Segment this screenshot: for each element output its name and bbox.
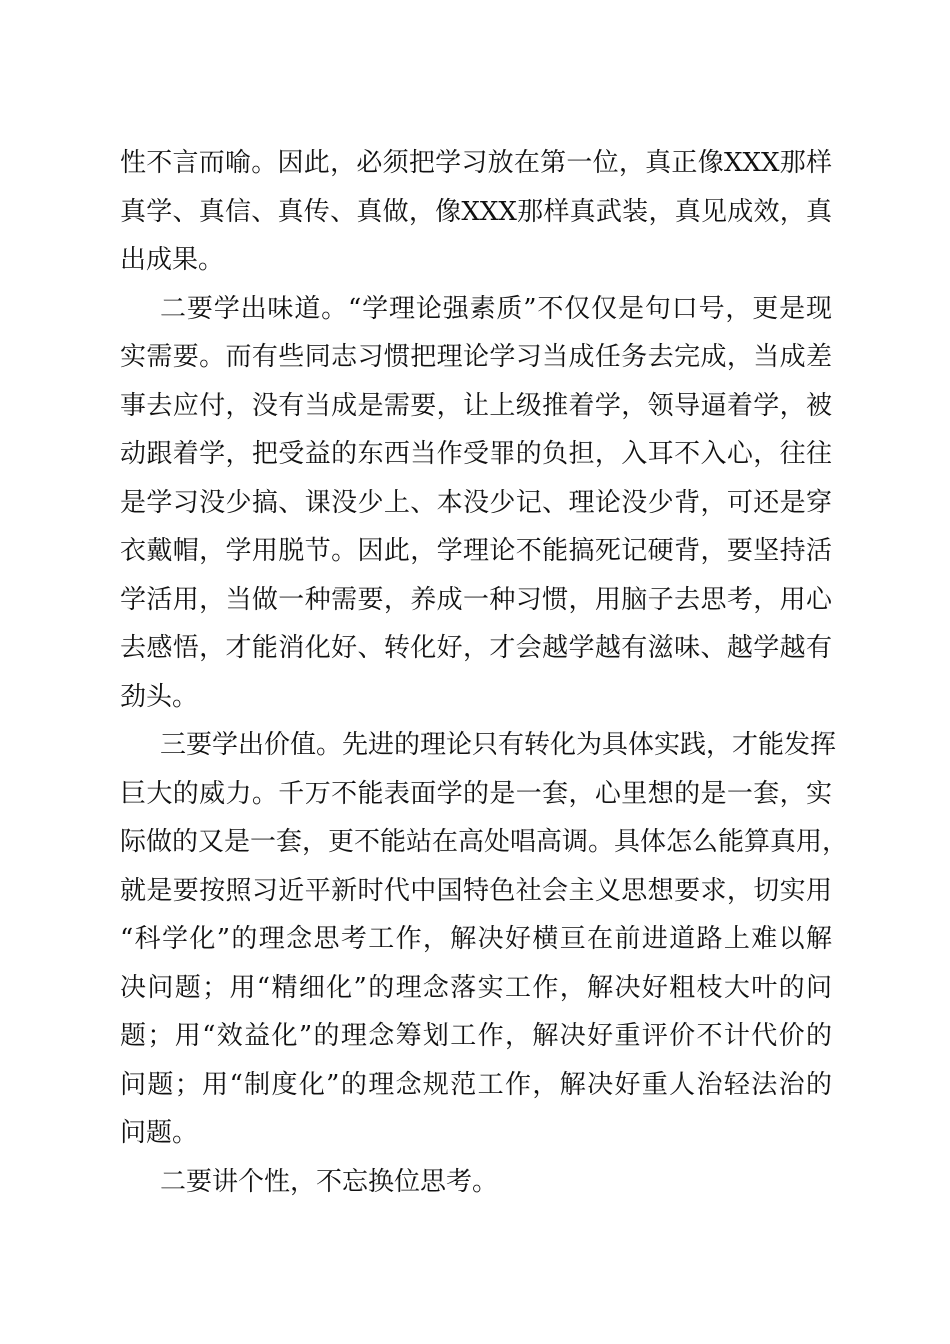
text-line: 决问题；用“精细化”的理念落实工作，解决好粗枝大叶的问 [120,972,832,1003]
text-line: 就是要按照习近平新时代中国特色社会主义思想要求，切实用 [120,875,832,906]
text-line: “科学化”的理念思考工作，解决好横亘在前进道路上难以解 [120,924,832,954]
text-line: 是学习没少搞、课没少上、本没少记、理论没少背，可还是穿 [120,487,832,518]
text-line: 事去应付，没有当成是需要，让上级推着学，领导逼着学，被 [120,390,832,421]
text-line: 际做的又是一套，更不能站在高处唱高调。具体怎么能算真用， [120,827,849,857]
text-line: 二要讲个性，不忘换位思考。 [160,1166,499,1197]
text-line: 去感悟，才能消化好、转化好，才会越学越有滋味、越学越有 [120,633,832,663]
text-line: 劲头。 [120,681,199,712]
text-line: 动跟着学，把受益的东西当作受罪的负担，入耳不入心，往往 [120,439,832,469]
text-line: 出成果。 [120,245,225,275]
text-line: 题；用“效益化”的理念筹划工作，解决好重评价不计代价的 [120,1021,832,1051]
document-body [120,139,849,1206]
text-line: 衣戴帽，学用脱节。因此，学理论不能搞死记硬背，要坚持活 [120,536,832,566]
text-line: 二要学出味道。“学理论强素质”不仅仅是句口号，更是现 [160,293,832,324]
text-line: 真学、真信、真传、真做，像XXX那样真武装，真见成效，真 [120,196,832,227]
text-line: 实需要。而有些同志习惯把理论学习当成任务去完成，当成差 [120,342,832,372]
text-line: 巨大的威力。千万不能表面学的是一套，心里想的是一套，实 [120,778,832,809]
text-line: 问题。 [120,1118,199,1148]
text-line: 学活用，当做一种需要，养成一种习惯，用脑子去思考，用心 [120,584,832,615]
text-line: 性不言而喻。因此，必须把学习放在第一位，真正像XXX那样 [120,148,832,178]
text-line: 问题；用“制度化”的理念规范工作，解决好重人治轻法治的 [120,1069,832,1100]
text-line: 三要学出价值。先进的理论只有转化为具体实践，才能发挥 [160,730,837,760]
